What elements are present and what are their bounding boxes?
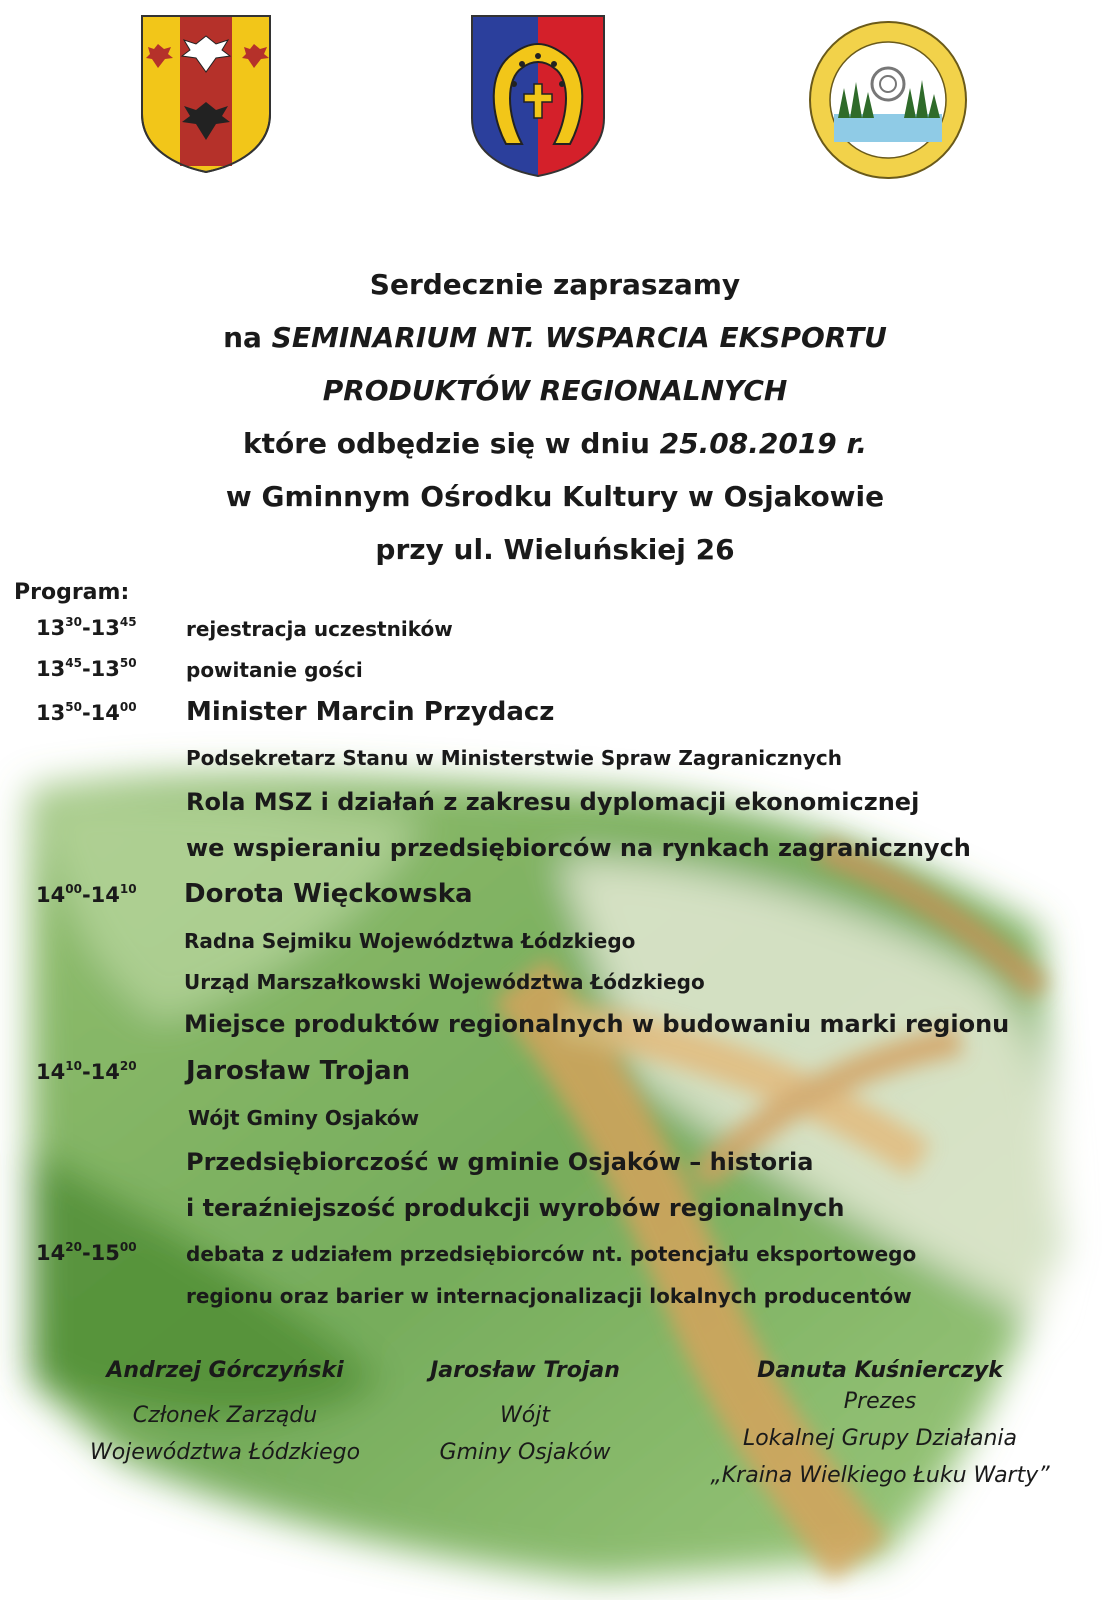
date-prefix: które odbędzie się w dniu	[243, 427, 660, 460]
debate-line-1: debata z udziałem przedsiębiorców nt. potencjału eksportowego	[186, 1242, 917, 1266]
talk-topic-1b: we wspieraniu przedsiębiorców na rynkach zagranicznych	[186, 834, 971, 862]
signatory-name-2: Jarosław Trojan	[430, 1358, 620, 1383]
seminar-venue: w Gminnym Ośrodku Kultury w Osjakowie	[225, 480, 885, 513]
program-time-5: $14^{10}-14^{20}$	[36, 1059, 137, 1084]
seminar-date-line	[0, 417, 1110, 470]
speaker-name-3: Jarosław Trojan	[186, 1056, 411, 1086]
title-prefix: na	[223, 321, 272, 354]
signatory-role-1b: Województwa Łódzkiego	[89, 1440, 361, 1465]
signatory-role-2a: Wójt	[500, 1403, 550, 1428]
signatory-role-3a: Prezes	[843, 1389, 917, 1414]
osjakow-crest-icon	[470, 14, 606, 178]
seminar-date: 25.08.2019 r.	[659, 427, 867, 460]
signature-block-1	[40, 1358, 410, 1471]
invitation-header	[0, 258, 1110, 576]
signature-block-3	[680, 1358, 1080, 1494]
speaker-role-1: Podsekretarz Stanu w Ministerstwie Spraw Zagranicznych	[186, 746, 842, 770]
talk-topic-1a: Rola MSZ i działań z zakresu dyplomacji ekonomicznej	[186, 788, 920, 816]
lgd-kraina-logo-icon	[806, 18, 970, 182]
lodz-voivodeship-crest-icon	[140, 14, 272, 174]
talk-topic-2: Miejsce produktów regionalnych w budowaniu marki regionu	[184, 1010, 1010, 1038]
seminar-title-line2: PRODUKTÓW REGIONALNYCH	[322, 374, 788, 407]
signatory-role-2b: Gminy Osjaków	[439, 1440, 611, 1465]
program-time-1: $13^{30}-13^{45}$	[36, 615, 137, 640]
seminar-title: SEMINARIUM NT. WSPARCIA EKSPORTU	[271, 321, 887, 354]
speaker-role-2b: Urząd Marszałkowski Województwa Łódzkiego	[184, 970, 705, 994]
program-time-2: $13^{45}-13^{50}$	[36, 656, 137, 681]
invitation-greeting: Serdecznie zapraszamy	[369, 268, 741, 301]
talk-topic-3a: Przedsiębiorczość w gminie Osjaków – historia	[186, 1148, 814, 1176]
program-time-6: $14^{20}-15^{00}$	[36, 1240, 137, 1265]
seminar-title-line1	[0, 311, 1110, 364]
signature-block-2	[400, 1358, 650, 1471]
program-time-4: $14^{00}-14^{10}$	[36, 882, 137, 907]
signatory-role-1a: Członek Zarządu	[132, 1403, 318, 1428]
speaker-role-2a: Radna Sejmiku Województwa Łódzkiego	[184, 929, 636, 953]
program-time-3: $13^{50}-14^{00}$	[36, 700, 137, 725]
signatory-name-3: Danuta Kuśnierczyk	[757, 1358, 1003, 1383]
talk-topic-3b: i teraźniejszość produkcji wyrobów regionalnych	[186, 1194, 845, 1222]
program-label: Program:	[14, 580, 130, 605]
speaker-name-1: Minister Marcin Przydacz	[186, 697, 555, 727]
debate-line-2: regionu oraz barier w internacjonalizacji lokalnych producentów	[186, 1284, 912, 1308]
signatory-name-1: Andrzej Górczyński	[106, 1358, 344, 1383]
program-item-registration: rejestracja uczestników	[186, 617, 453, 641]
speaker-role-3: Wójt Gminy Osjaków	[188, 1106, 420, 1130]
program-item-welcome: powitanie gości	[186, 658, 363, 682]
seminar-address: przy ul. Wieluńskiej 26	[375, 533, 735, 566]
speaker-name-2: Dorota Więckowska	[184, 879, 473, 909]
signatory-role-3c: „Kraina Wielkiego Łuku Warty”	[710, 1463, 1050, 1488]
signatory-role-3b: Lokalnej Grupy Działania	[742, 1426, 1018, 1451]
